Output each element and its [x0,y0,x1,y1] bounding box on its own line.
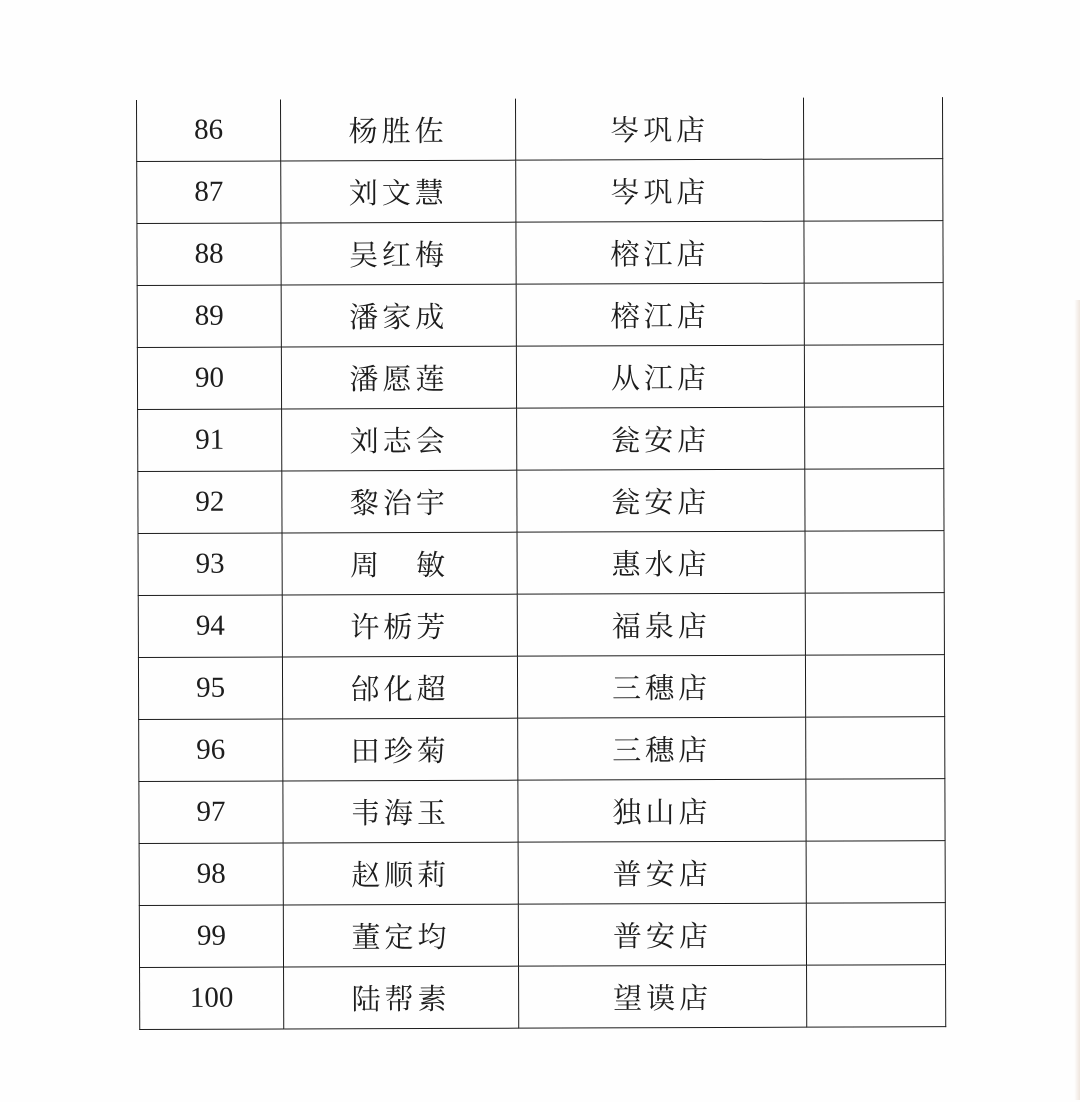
note-cell [805,531,944,593]
row-number-cell: 94 [138,595,282,658]
table-row [137,221,943,286]
note-cell [806,717,945,779]
row-number-cell: 88 [137,223,281,286]
roster-table-body [137,97,946,1029]
row-number-cell: 86 [137,99,281,161]
store-cell: 三穗店 [517,655,805,718]
row-number-cell: 87 [137,161,281,224]
store-cell: 独山店 [518,779,806,842]
table-row [139,779,945,844]
name-cell: 潘家成 [281,284,516,347]
name-cell: 黎治宇 [282,470,517,533]
name-cell: 杨胜佐 [280,99,515,161]
name-cell: 许栃芳 [282,594,517,657]
store-cell: 惠水店 [517,531,805,594]
note-cell [805,593,944,655]
row-number-cell: 98 [139,843,283,906]
store-cell: 瓮安店 [517,469,805,532]
table-row [139,841,945,906]
table-row [138,407,944,472]
table-row [137,159,943,224]
note-cell [804,221,943,283]
note-cell [805,655,944,717]
note-cell [804,159,943,221]
table-row [137,345,943,410]
name-cell: 吴红梅 [281,222,516,285]
store-cell: 从江店 [516,345,804,408]
row-number-cell: 92 [138,471,282,534]
name-cell: 刘志会 [282,408,517,471]
note-cell [806,903,945,965]
name-cell: 陆帮素 [284,966,519,1029]
store-cell: 瓮安店 [517,407,805,470]
store-cell: 望谟店 [519,965,807,1028]
table-row [137,283,943,348]
roster-table [136,97,946,1030]
note-cell [805,407,944,469]
name-cell: 邰化超 [282,656,517,719]
note-cell [805,469,944,531]
table-row [138,593,944,658]
row-number-cell: 90 [137,347,281,410]
note-cell [806,779,945,841]
note-cell [807,965,946,1027]
store-cell: 岑巩店 [515,98,803,161]
table-row [138,531,944,596]
table-row [138,469,944,534]
table-row [139,717,945,782]
name-cell: 潘愿莲 [281,346,516,409]
store-cell: 榕江店 [516,221,804,284]
name-cell: 韦海玉 [283,780,518,843]
store-cell: 岑巩店 [516,159,804,222]
name-cell: 田珍菊 [283,718,518,781]
table-row [139,903,945,968]
row-number-cell: 97 [139,781,283,844]
store-cell: 榕江店 [516,283,804,346]
scan-edge-shadow [1074,300,1080,1100]
row-number-cell: 96 [139,719,283,782]
store-cell: 普安店 [518,903,806,966]
store-cell: 普安店 [518,841,806,904]
table-row [137,97,943,161]
note-cell [804,345,943,407]
table-row [138,655,944,720]
row-number-cell: 89 [137,285,281,348]
note-cell [803,97,942,159]
row-number-cell: 99 [139,905,283,968]
name-cell: 赵顺莉 [283,842,518,905]
name-cell: 董定均 [283,904,518,967]
note-cell [804,283,943,345]
row-number-cell: 95 [138,657,282,720]
row-number-cell: 91 [138,409,282,472]
name-cell: 刘文慧 [281,160,516,223]
note-cell [806,841,945,903]
table-row [140,965,946,1030]
name-cell: 周 敏 [282,532,517,595]
store-cell: 福泉店 [517,593,805,656]
row-number-cell: 93 [138,533,282,596]
row-number-cell: 100 [140,967,284,1030]
store-cell: 三穗店 [518,717,806,780]
